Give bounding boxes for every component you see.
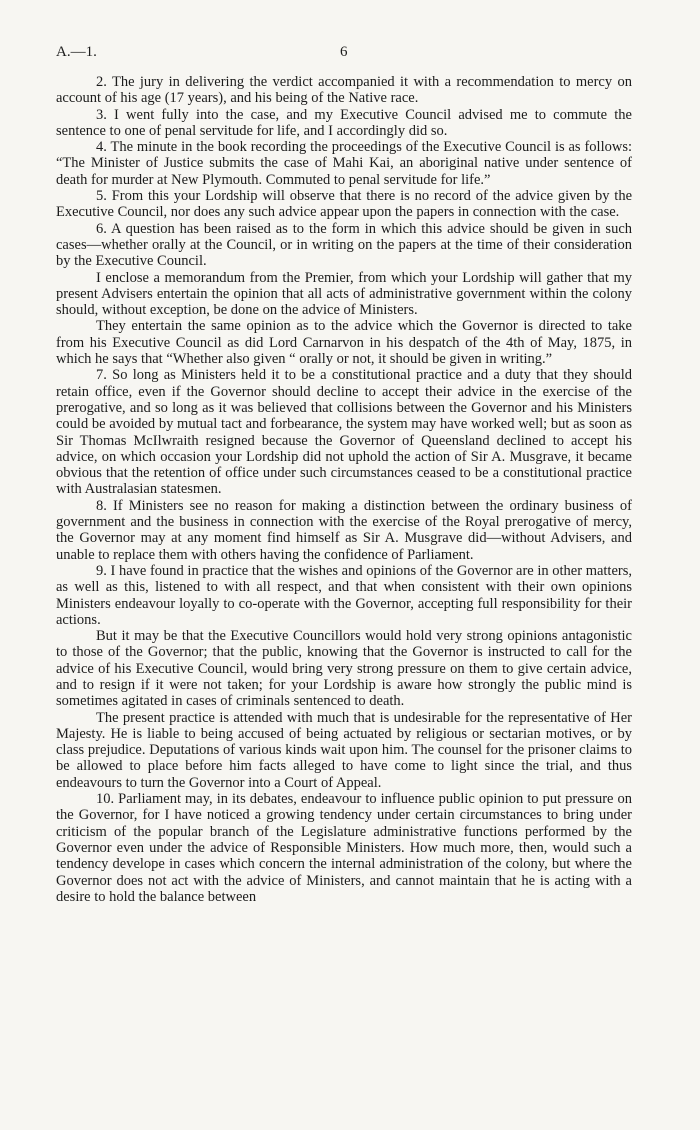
paragraph: They entertain the same opinion as to the advice which the Governor is directed to take from his Executive Council as did Lord Carnarvon in his despatch of the 4th of May, 1875, in which he says that “Whether also given “ orally or not, it should be given in writing.” — [56, 318, 632, 368]
paragraph: The present practice is attended with much that is undesirable for the representative of Her Majesty. He is liable to being accused of being actuated by religious or sectarian motives, or by class prejudice. Deputations of various kinds wait upon him. The counsel for the prisoner claims to be allowed to place before him facts alleged to have come to light since the trial, and thus endeavours to turn the Governor into a Court of Appeal. — [56, 709, 632, 791]
page-number: 6 — [340, 44, 348, 60]
page-header — [56, 44, 632, 74]
paragraph: 6. A question has been raised as to the form in which this advice should be given in such cases—whether orally at the Council, or in writing on the papers at the time of their consideration by the Executive Council. — [56, 220, 632, 270]
paragraph: But it may be that the Executive Councillors would hold very strong opinions antagonistic to those of the Governor; that the public, knowing that the Governor is instructed to call for the advice of his Executive Council, would bring very strong pressure on them to give certain advice, and to resign if it were not taken; for your Lordship is aware how strongly the public mind is sometimes agitated in cases of criminals sentenced to death. — [56, 628, 632, 710]
paragraph: 3. I went fully into the case, and my Executive Council advised me to commute the sentence to one of penal servitude for life, and I accordingly did so. — [56, 106, 632, 139]
paragraph: 2. The jury in delivering the verdict accompanied it with a recommendation to mercy on account of his age (17 years), and his being of the Native race. — [56, 74, 632, 107]
paragraph: 9. I have found in practice that the wishes and opinions of the Governor are in other matters, as well as this, listened to with all respect, and that when consistent with their own opinions Ministers endeavour loyally to co-operate with the Governor, accepting full responsibility for their actions. — [56, 562, 632, 628]
paragraph: 8. If Ministers see no reason for making a distinction between the ordinary business of government and the business in connection with the exercise of the Royal prerogative of mercy, the Governor may at any moment find himself as Sir A. Musgrave did—without Advisers, and unable to replace them with others having the confidence of Parliament. — [56, 497, 632, 563]
document-page — [56, 44, 632, 905]
paragraph: 10. Parliament may, in its debates, endeavour to influence public opinion to put pressure on the Governor, for I have noticed a growing tendency under certain circumstances to bring under criticism of the popular branch of the Legislature administrative functions performed by the Governor even under the advice of Responsible Ministers. How much more, then, would such a tendency develope in cases which concern the internal administration of the colony, but where the Governor does not act with the advice of Ministers, and cannot maintain that he is acting with a desire to hold the balance between — [56, 791, 632, 905]
paragraph: 7. So long as Ministers held it to be a constitutional practice and a duty that they should retain office, even if the Governor should decline to accept their advice in the exercise of the prerogative, and so long as it was believed that collisions between the Governor and his Ministers could be avoided by mutual tact and forbearance, the system may have worked well; but as soon as Sir Thomas McIlwraith resigned because the Governor of Queensland declined to accept his advice, on which occasion your Lordship did not uphold the action of Sir A. Musgrave, it became obvious that the retention of office under such circumstances ceased to be a constitutional practice with Australasian statesmen. — [56, 367, 632, 498]
paragraph: I enclose a memorandum from the Premier, from which your Lordship will gather that my present Advisers entertain the opinion that all acts of administrative government within the colony should, without exception, be done on the advice of Ministers. — [56, 269, 632, 319]
document-reference: A.—1. — [56, 44, 97, 60]
document-body — [56, 74, 632, 905]
paragraph: 4. The minute in the book recording the proceedings of the Executive Council is as follows: “The Minister of Justice submits the case of Mahi Kai, an aboriginal native under sentence of death for murder at New Plymouth. Commuted to penal servitude for life.” — [56, 139, 632, 188]
paragraph: 5. From this your Lordship will observe that there is no record of the advice given by the Executive Council, nor does any such advice appear upon the papers in connection with the case. — [56, 188, 632, 221]
